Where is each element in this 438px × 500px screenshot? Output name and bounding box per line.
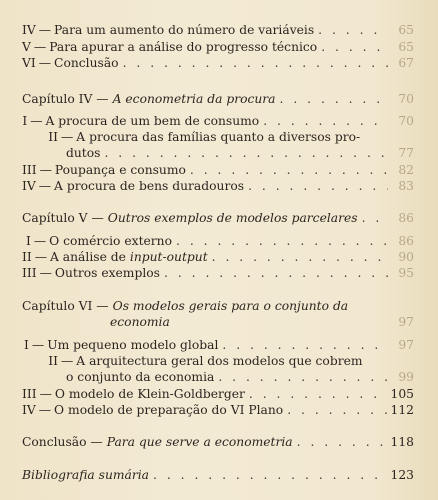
toc-entry: II — A arquitectura geral dos modelos que cobrem [22,353,414,369]
entry-text: A análise de [50,250,126,264]
toc-entry-continuation [66,369,414,385]
entry-text: A arquitectura geral dos modelos que cobrem [76,354,363,368]
entry-text: dutos [66,146,101,160]
entry-text-italic: input-output [129,250,208,264]
page-number: 77 [398,146,414,160]
roman-numeral: I [25,234,31,248]
toc-entry: I — A procura de um bem de consumo . . . 70 [22,113,414,129]
page-number: 118 [390,435,414,449]
chapter-title: Os modelos gerais para o conjunto da [112,299,349,313]
toc-entry: IV — A procura de bens duradouros . . . 83 [22,178,414,194]
chapter-heading-continuation [110,314,414,330]
leader-dots [190,162,388,178]
toc-entry: I — Um pequeno modelo global . . . 97 [22,337,414,353]
toc-entry: III — Outros exemplos . . . 95 [22,265,414,281]
leader-dots [321,39,388,55]
leader-dots [104,145,388,161]
entry-text: O modelo de preparação do VI Plano [54,403,284,417]
roman-numeral: IV [22,179,36,193]
conclusion-entry [22,434,414,450]
entry-text: Outros exemplos [54,266,160,280]
chapter-title: A econometria da procura [112,92,276,106]
leader-dots [362,210,388,226]
page-number: 90 [398,250,414,264]
page-number: 65 [398,40,414,54]
toc-entry: III — O modelo de Klein-Goldberger . . . 105 [22,386,414,402]
toc-entry: III — Poupança e consumo . . . 82 [22,162,414,178]
entry-text: Um pequeno modelo global [47,338,219,352]
roman-numeral: II [22,250,32,264]
leader-dots [212,249,388,265]
conclusion-label: Conclusão — [22,435,103,449]
chapter-label: Capítulo IV — [22,92,109,106]
chapter-title: Outros exemplos de modelos parcelares [107,211,358,225]
roman-numeral: III [22,266,37,280]
page-number: 95 [398,266,414,280]
page-number: 112 [390,403,414,417]
chapter-label: Capítulo VI — [22,299,109,313]
leader-dots [297,434,387,450]
leader-dots [249,386,387,402]
roman-numeral: II [48,130,58,144]
roman-numeral: IV [22,403,36,417]
entry-text: A procura das famílias quanto a diversos pro- [76,130,361,144]
page-number: 99 [398,370,414,384]
chapter-label: Capítulo V — [22,211,104,225]
entry-text: o conjunto da economia [66,370,215,384]
roman-numeral: I [22,114,28,128]
leader-dots [263,113,388,129]
entry-text: Poupança e consumo [54,163,186,177]
page-number: 86 [398,211,414,225]
roman-numeral: III [22,387,37,401]
toc-entry: VI — Conclusão . . . 67 [22,55,414,71]
page-number: 123 [390,468,414,482]
roman-numeral: IV [22,23,36,37]
entry-text: Conclusão [54,56,119,70]
entry-text: O comércio externo [49,234,173,248]
toc-entry-continuation [66,145,414,161]
entry-text: A procura de um bem de consumo [45,114,260,128]
chapter-title: economia [110,315,170,329]
page-number: 86 [398,234,414,248]
chapter-heading [22,91,414,107]
page-number: 83 [398,179,414,193]
toc-entry: II — A análise de input-output . . . 90 [22,249,414,265]
toc-entry: V — Para apurar a análise do progresso técnico . . . 65 [22,39,414,55]
entry-text: Para apurar a análise do progresso técnico [49,40,318,54]
leader-dots [164,265,388,281]
entry-text: A procura de bens duradouros [54,179,245,193]
leader-dots [218,369,388,385]
page-number: 97 [398,338,414,352]
leader-dots [287,402,386,418]
leader-dots [280,91,388,107]
roman-numeral: III [22,163,37,177]
leader-dots [176,233,388,249]
toc-entry: II — A procura das famílias quanto a diversos pro- [22,129,414,145]
page-number: 70 [398,114,414,128]
toc-entry: IV — O modelo de preparação do VI Plano . . . 112 [22,402,414,418]
roman-numeral: II [48,354,58,368]
toc-entry: IV — Para um aumento do número de variáveis . . . 65 [22,22,414,38]
page-number: 105 [390,387,414,401]
page-number: 70 [398,92,414,106]
roman-numeral: VI [22,56,36,70]
entry-text: Para um aumento do número de variáveis [54,23,315,37]
roman-numeral: I [24,338,29,352]
chapter-heading [22,298,414,314]
roman-numeral: V [22,40,31,54]
page-number: 97 [398,315,414,329]
bibliography-entry [22,467,414,483]
leader-dots [153,467,387,483]
conclusion-title: Para que serve a econometria [106,435,293,449]
bibliography-title: Bibliografia sumária [22,468,149,482]
page-number: 82 [398,163,414,177]
leader-dots [123,55,388,71]
entry-text: O modelo de Klein-Goldberger [54,387,245,401]
toc-entry: I — O comércio externo . . . 86 [22,233,414,249]
leader-dots [318,22,388,38]
chapter-heading [22,210,414,226]
page-number: 67 [398,56,414,70]
leader-dots [248,178,388,194]
page-number: 65 [398,23,414,37]
leader-dots [222,337,388,353]
